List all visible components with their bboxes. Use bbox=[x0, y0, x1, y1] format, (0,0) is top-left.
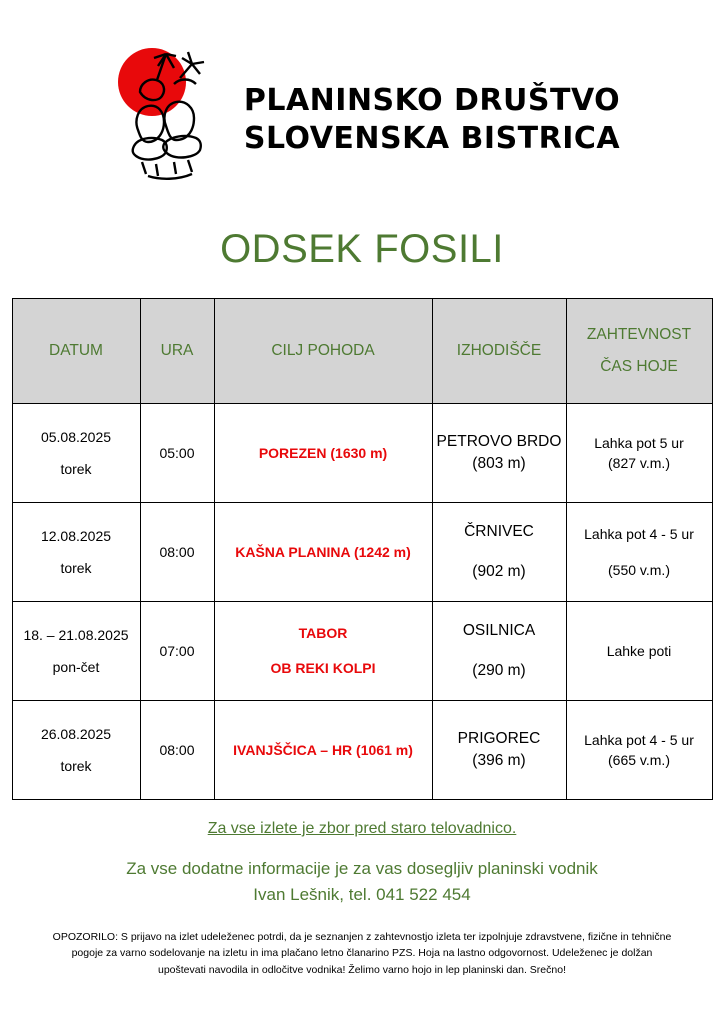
header-zahtevnost-label: ZAHTEVNOST bbox=[586, 326, 692, 343]
row-date: 05.08.2025 bbox=[40, 429, 112, 445]
cell-start bbox=[432, 701, 566, 800]
cell-requirement bbox=[566, 503, 712, 602]
row-date: 26.08.2025 bbox=[40, 726, 112, 742]
row-req-elevation: (550 v.m.) bbox=[608, 562, 670, 578]
row-goal-second-line: OB REKI KOLPI bbox=[270, 660, 376, 676]
row-req-elevation: (665 v.m.) bbox=[608, 752, 670, 768]
meeting-point-note: Za vse izlete je zbor pred staro telovadnico. bbox=[207, 820, 517, 837]
cell-requirement bbox=[566, 404, 712, 503]
cell-start bbox=[432, 602, 566, 701]
mountaineering-club-logo-icon bbox=[104, 34, 234, 199]
row-req: Lahka pot 4 - 5 ur bbox=[584, 732, 694, 748]
contact-info bbox=[0, 856, 724, 909]
cell-time: 08:00 bbox=[140, 701, 214, 800]
row-start-elevation: (290 m) bbox=[472, 662, 526, 679]
cell-date bbox=[12, 503, 140, 602]
header-ura: URA bbox=[140, 299, 214, 404]
header-cas-hoje-label: ČAS HOJE bbox=[600, 358, 678, 375]
header-izhodisce: IZHODIŠČE bbox=[432, 299, 566, 404]
row-start: OSILNICA bbox=[462, 622, 536, 639]
contact-info-line1: Za vse dodatne informacije je za vas dosegljiv planinski vodnik bbox=[126, 859, 598, 878]
row-date: 12.08.2025 bbox=[40, 528, 112, 544]
table-row bbox=[12, 701, 712, 800]
cell-date bbox=[12, 701, 140, 800]
row-start: ČRNIVEC bbox=[464, 523, 534, 540]
row-date: 18. – 21.08.2025 bbox=[23, 627, 129, 643]
table-row bbox=[12, 404, 712, 503]
cell-time: 07:00 bbox=[140, 602, 214, 701]
row-goal: TABOR bbox=[298, 625, 348, 641]
header-zahtevnost bbox=[566, 299, 712, 404]
warning-text: OPOZORILO: S prijavo na izlet udeleženec potrdi, da je seznanjen z zahtevnostjo izleta ter izpolnjuje zdravstvene, fizične in tehnične pogoje za varno sodelovanje na izletu in ima plačano letno članarino PZS. Hoja na lastno odgovornost. Udeleženec je dolžan upoštevati navodila in odločitve vodnika! Želimo varno hojo in lep planinski dan. Srečno! bbox=[52, 930, 672, 977]
row-weekday: torek bbox=[60, 758, 92, 774]
row-req: Lahke poti bbox=[606, 643, 672, 659]
row-req-elevation: (827 v.m.) bbox=[608, 455, 670, 471]
cell-start bbox=[432, 503, 566, 602]
cell-requirement bbox=[566, 602, 712, 701]
contact-info-line2: Ivan Lešnik, tel. 041 522 454 bbox=[253, 885, 471, 905]
row-start: PETROVO BRDO bbox=[436, 433, 562, 450]
cell-requirement bbox=[566, 701, 712, 800]
row-start-elevation: (803 m) bbox=[472, 455, 526, 472]
poster-header bbox=[0, 0, 724, 199]
cell-goal bbox=[214, 701, 432, 800]
row-weekday: torek bbox=[60, 560, 92, 576]
row-start: PRIGOREC bbox=[457, 730, 541, 747]
club-name bbox=[244, 82, 620, 157]
table-row bbox=[12, 602, 712, 701]
header-datum: DATUM bbox=[12, 299, 140, 404]
trips-table bbox=[12, 298, 713, 800]
table-row bbox=[12, 503, 712, 602]
row-start-elevation: (902 m) bbox=[472, 563, 526, 580]
page-title: ODSEK FOSILI bbox=[220, 227, 504, 271]
row-req: Lahka pot 4 - 5 ur bbox=[584, 526, 694, 542]
table-header-row bbox=[12, 299, 712, 404]
cell-goal bbox=[214, 404, 432, 503]
club-name-line2: SLOVENSKA BISTRICA bbox=[243, 120, 621, 156]
club-name-line1: PLANINSKO DRUŠTVO bbox=[243, 83, 621, 118]
cell-date bbox=[12, 602, 140, 701]
row-goal: POREZEN (1630 m) bbox=[258, 444, 388, 461]
cell-time: 05:00 bbox=[140, 404, 214, 503]
row-weekday: torek bbox=[60, 461, 92, 477]
cell-goal bbox=[214, 602, 432, 701]
cell-goal bbox=[214, 503, 432, 602]
row-goal: IVANJŠČICA – HR (1061 m) bbox=[233, 741, 413, 758]
row-req: Lahka pot 5 ur bbox=[594, 435, 684, 451]
cell-date bbox=[12, 404, 140, 503]
row-goal: KAŠNA PLANINA (1242 m) bbox=[235, 543, 411, 560]
row-start-elevation: (396 m) bbox=[472, 752, 526, 769]
cell-start bbox=[432, 404, 566, 503]
row-weekday: pon-čet bbox=[52, 659, 100, 675]
cell-time: 08:00 bbox=[140, 503, 214, 602]
header-cilj: CILJ POHODA bbox=[214, 299, 432, 404]
